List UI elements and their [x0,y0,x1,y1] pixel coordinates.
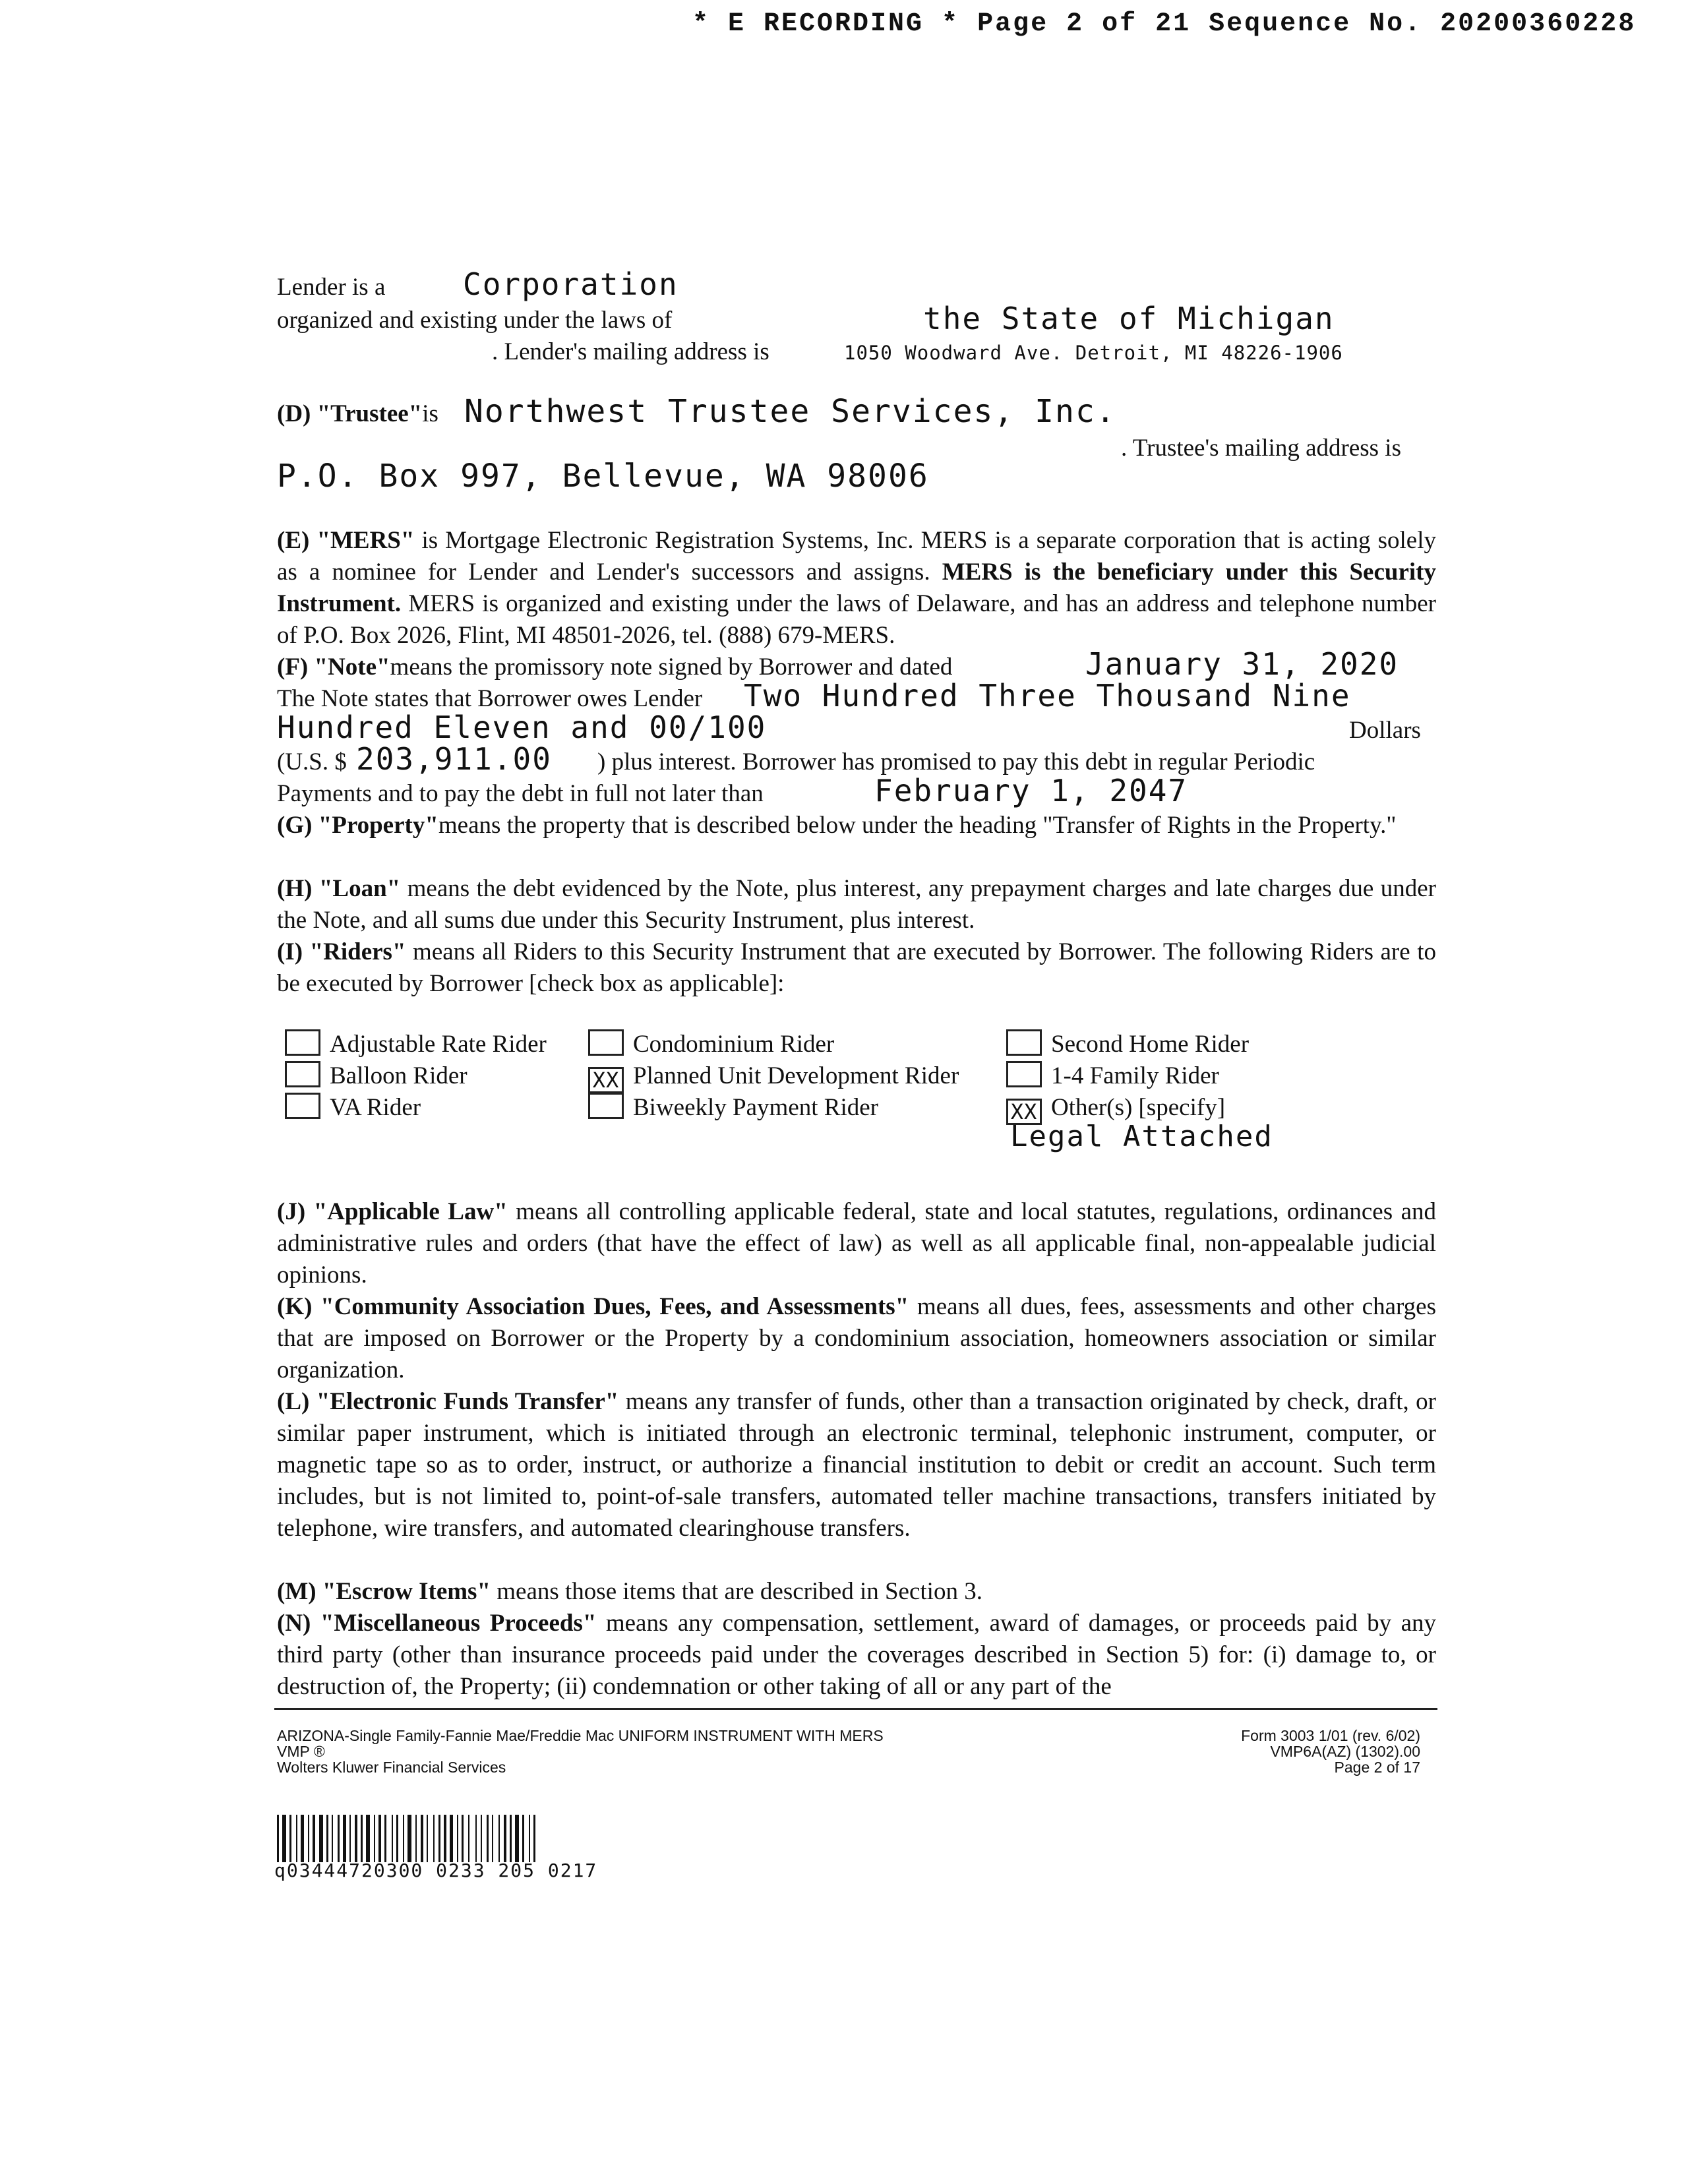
rider-checkbox[interactable] [1006,1029,1042,1056]
barcode-number: q03444720300 0233 205 0217 [274,1860,598,1881]
trustee-term: "Trustee" [316,400,423,427]
rider-va[interactable]: VA Rider [285,1092,421,1124]
loan-paragraph: (H) "Loan" means the debt evidenced by the Note, plus interest, any prepayment charges and late charges due under the Note, and all sums due under this Security Instrument, plus interest. [277,875,1437,934]
trustee-letter: (D) [277,400,311,427]
eft-paragraph: (L) "Electronic Funds Transfer" means any transfer of funds, other than a transaction originated by check, draft, or similar paper instrument, which is initiated through an electronic terminal, telephonic instrument, computer, or magnetic tape so as to order, instruct, or authorize a financial institution to debit or credit an account. Such term includes, but is not limited to, point-of-sale transfers, automated teller machine transactions, transfers initiated by telephone, wire transfers, and automated clearinghouse transfers. [277,1388,1436,1542]
trustee-is: is [422,400,438,427]
rider-second-home[interactable]: Second Home Rider [1006,1029,1249,1060]
note-amount: 203,911.00 [356,741,552,777]
lender-state: the State of Michigan [923,301,1335,336]
rider-balloon[interactable]: Balloon Rider [285,1060,467,1092]
note-maturity: February 1, 2047 [874,773,1188,808]
applicable-law-paragraph: (J) "Applicable Law" means all controlling applicable federal, state and local statutes, regulations, ordinances and administrative rules and orders (that have the effect of law) as well as all applicable final, non-appealable judicial opinions. [277,1198,1437,1289]
rider-other-specify: Legal Attached [1010,1120,1273,1153]
rider-others[interactable]: XX Other(s) [specify] [1006,1092,1225,1125]
rider-checkbox[interactable] [285,1061,320,1087]
rider-checkbox[interactable] [588,1093,624,1119]
footer-form-title: ARIZONA-Single Family-Fannie Mae/Freddie Mac UNIFORM INSTRUMENT WITH MERS [277,1727,884,1744]
rider-biweekly-payment[interactable]: Biweekly Payment Rider [588,1092,878,1124]
rider-checkbox[interactable] [588,1029,624,1056]
note-dollars: Dollars [1349,717,1421,744]
note-us-prefix: (U.S. $ [277,748,347,775]
rider-adjustable-rate[interactable]: Adjustable Rate Rider [285,1029,547,1060]
note-line-3: ) plus interest. Borrower has promised to pay this debt in regular Periodic [597,748,1315,775]
mers-paragraph: (E) "MERS" is Mortgage Electronic Registration Systems, Inc. MERS is a separate corporation that is acting solely as a nominee for Lender and Lender's successors and assigns. MERS is the beneficiary under this Security Instrument. MERS is organized and existing under the laws of Delaware, and has an address and telephone number of P.O. Box 2026, Flint, MI 48501-2026, tel. (888) 679-MERS. [277,527,1437,649]
footer-publisher: Wolters Kluwer Financial Services [277,1759,506,1776]
rider-checkbox[interactable]: XX [588,1067,624,1093]
community-association-paragraph: (K) "Community Association Dues, Fees, and Assessments" means all dues, fees, assessments and other charges that are imposed on Borrower or the Property by a condominium association, homeowners association or similar organization. [277,1293,1436,1383]
note-line-4: Payments and to pay the debt in full not later than [277,780,764,807]
barcode [277,1815,725,1862]
lender-prefix: Lender is a [277,274,386,301]
rider-checkbox[interactable] [1006,1061,1042,1087]
footer-vmp: VMP ® [277,1743,325,1760]
lender-mailing-address: 1050 Woodward Ave. Detroit, MI 48226-1906 [844,342,1343,364]
rider-checkbox[interactable] [285,1093,320,1119]
rider-1-4-family[interactable]: 1-4 Family Rider [1006,1060,1219,1092]
rider-planned-unit-development[interactable]: XX Planned Unit Development Rider [588,1060,959,1093]
note-amount-words-1: Two Hundred Three Thousand Nine [744,678,1351,713]
note-amount-words-2: Hundred Eleven and 00/100 [277,710,767,745]
trustee-address: P.O. Box 997, Bellevue, WA 98006 [277,458,929,495]
footer-vmp-code: VMP6A(AZ) (1302).00 [1270,1743,1420,1760]
recording-header: * E RECORDING * Page 2 of 21 Sequence No. 20200360228 [692,9,1637,39]
riders-paragraph: (I) "Riders" means all Riders to this Security Instrument that are executed by Borrower. The following Riders are to be executed by Borrower [check box as applicable]: [277,938,1436,997]
footer-divider [274,1708,1437,1710]
rider-condominium[interactable]: Condominium Rider [588,1029,834,1060]
footer-form-number: Form 3003 1/01 (rev. 6/02) [1241,1727,1420,1744]
rider-checkbox[interactable] [285,1029,320,1056]
lender-mailing-label: . Lender's mailing address is [492,338,769,365]
note-line-2: The Note states that Borrower owes Lender [277,685,703,712]
rider-checkbox[interactable]: XX [1006,1099,1042,1125]
trustee-mailing-label: . Trustee's mailing address is [1121,435,1401,462]
lender-organized-label: organized and existing under the laws of [277,307,673,334]
note-line-1: (F) "Note"means the promissory note signed by Borrower and dated [277,653,953,681]
misc-proceeds-paragraph: (N) "Miscellaneous Proceeds" means any compensation, settlement, award of damages, or proceeds paid by any third party (other than insurance proceeds paid under the coverages described in Section 5) for: (i) damage to, or destruction of, the Property; (ii) condemnation or other taking of all or any part of the [277,1610,1436,1700]
property-paragraph: (G) "Property"means the property that is described below under the heading "Transfer of Rights in the Property." [277,812,1397,839]
note-date: January 31, 2020 [1085,646,1399,682]
trustee-name: Northwest Trustee Services, Inc. [464,393,1116,430]
lender-type: Corporation [463,266,678,302]
escrow-paragraph: (M) "Escrow Items" means those items that are described in Section 3. [277,1578,982,1605]
footer-page-number: Page 2 of 17 [1334,1759,1420,1776]
